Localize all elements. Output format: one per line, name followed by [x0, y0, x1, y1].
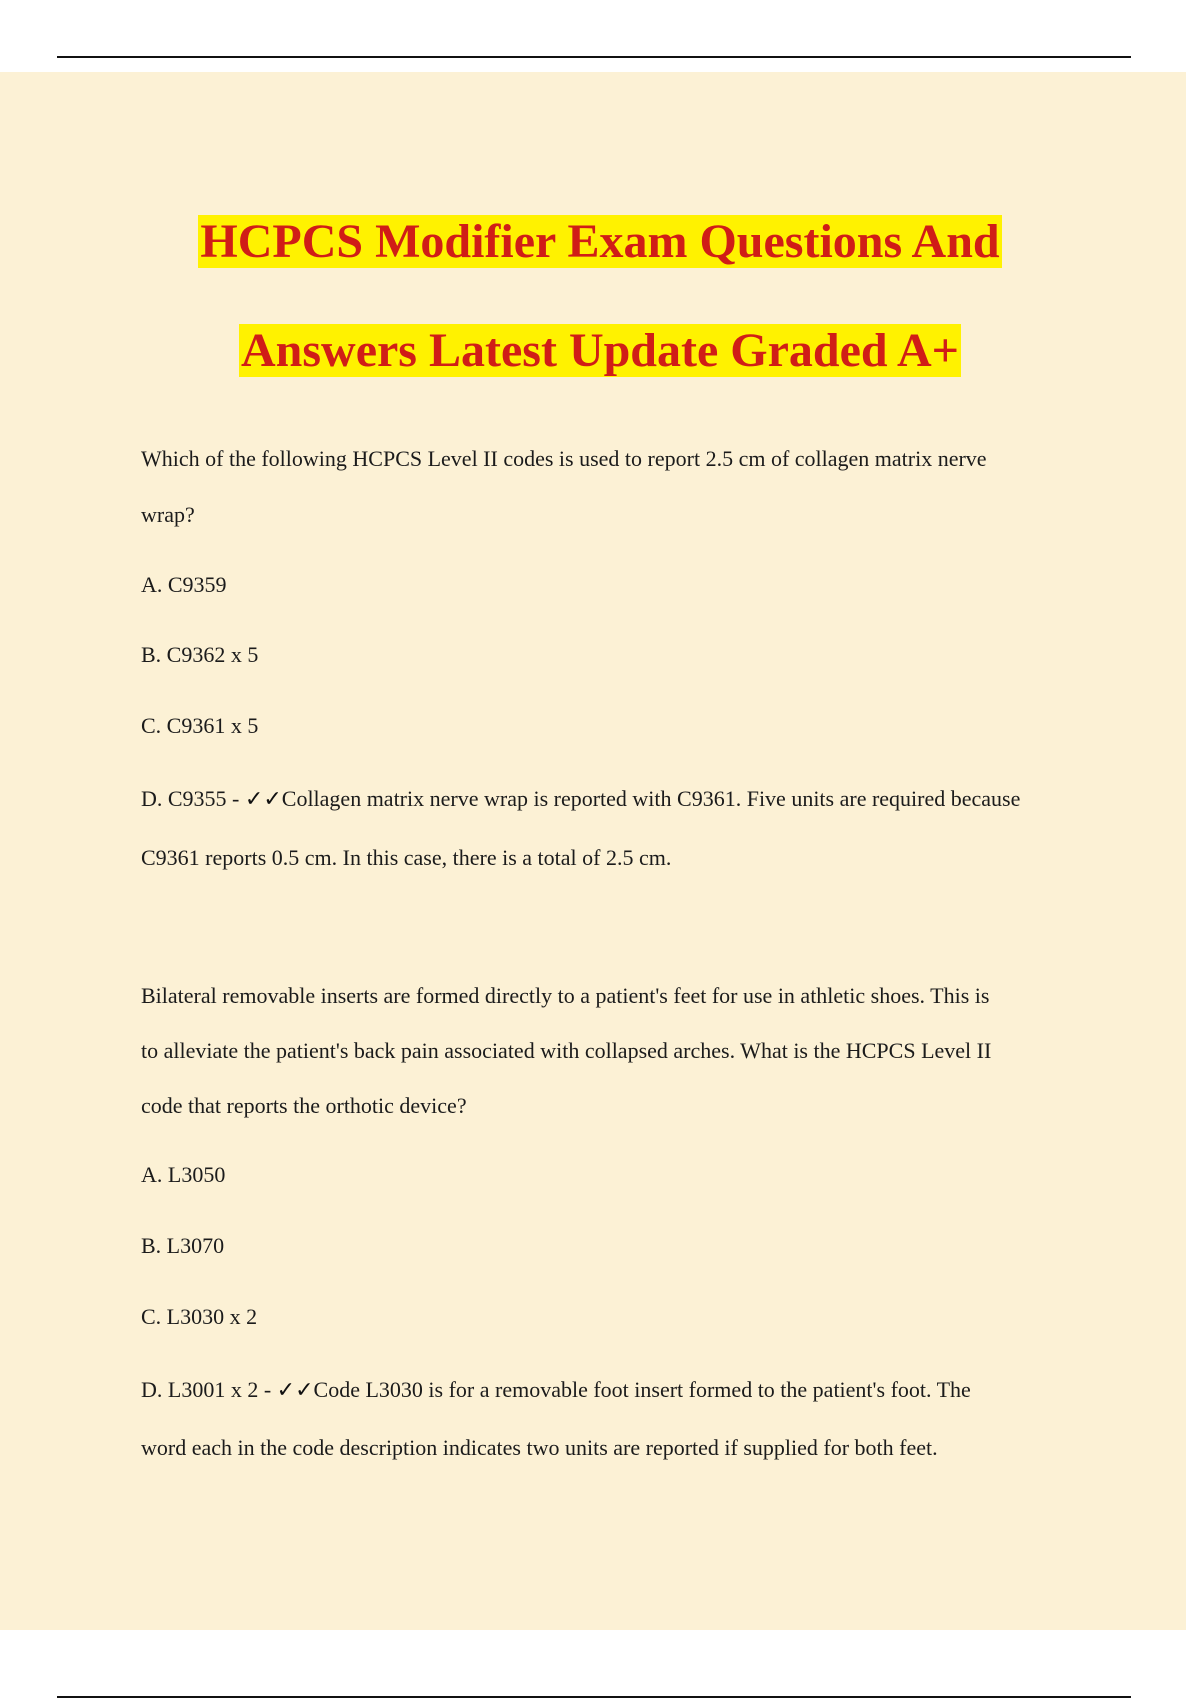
q1-answer-line: [141, 786, 1061, 812]
q1-check-icon: ✓✓: [244, 787, 282, 812]
q2-check-icon: ✓✓: [276, 1378, 314, 1403]
q1-explanation-line-1: Collagen matrix nerve wrap is reported with C9361. Five units are required because: [281, 786, 1021, 811]
q1-explanation-line-2: C9361 reports 0.5 cm. In this case, there is a total of 2.5 cm.: [141, 845, 672, 870]
q1-prompt-line-1: Which of the following HCPCS Level II codes is used to report 2.5 cm of collagen matrix nerve: [141, 446, 987, 471]
header-rule: [57, 56, 1131, 58]
title-highlight-2: Answers Latest Update Graded A+: [240, 324, 959, 377]
footer-rule: [57, 1696, 1131, 1698]
q1-option-a: A. C9359: [141, 572, 227, 597]
q2-explanation-line-1: Code L3030 is for a removable foot insert formed to the patient's foot. The: [313, 1377, 971, 1402]
document-title-line-2: [0, 322, 1200, 380]
q1-option-d: D. C9355 -: [141, 786, 240, 811]
q1-prompt-line-2: wrap?: [141, 502, 195, 527]
document-title-line-1: [0, 213, 1200, 271]
q1-option-b: B. C9362 x 5: [141, 642, 259, 667]
q2-option-d: D. L3001 x 2 -: [141, 1377, 272, 1402]
q2-answer-line: [141, 1377, 1061, 1403]
q2-prompt-line-1: Bilateral removable inserts are formed directly to a patient's feet for use in athletic shoes. This is: [141, 983, 990, 1008]
q2-prompt-line-3: code that reports the orthotic device?: [141, 1093, 467, 1118]
q1-option-c: C. C9361 x 5: [141, 713, 259, 738]
title-highlight-1: HCPCS Modifier Exam Questions And: [200, 215, 1000, 268]
q2-option-b: B. L3070: [141, 1233, 225, 1258]
q2-option-a: A. L3050: [141, 1162, 226, 1187]
q2-option-c: C. L3030 x 2: [141, 1304, 258, 1329]
q2-explanation-line-2: word each in the code description indicates two units are reported if supplied for both feet.: [141, 1435, 938, 1460]
q2-prompt-line-2: to alleviate the patient's back pain associated with collapsed arches. What is the HCPCS Level II: [141, 1038, 992, 1063]
